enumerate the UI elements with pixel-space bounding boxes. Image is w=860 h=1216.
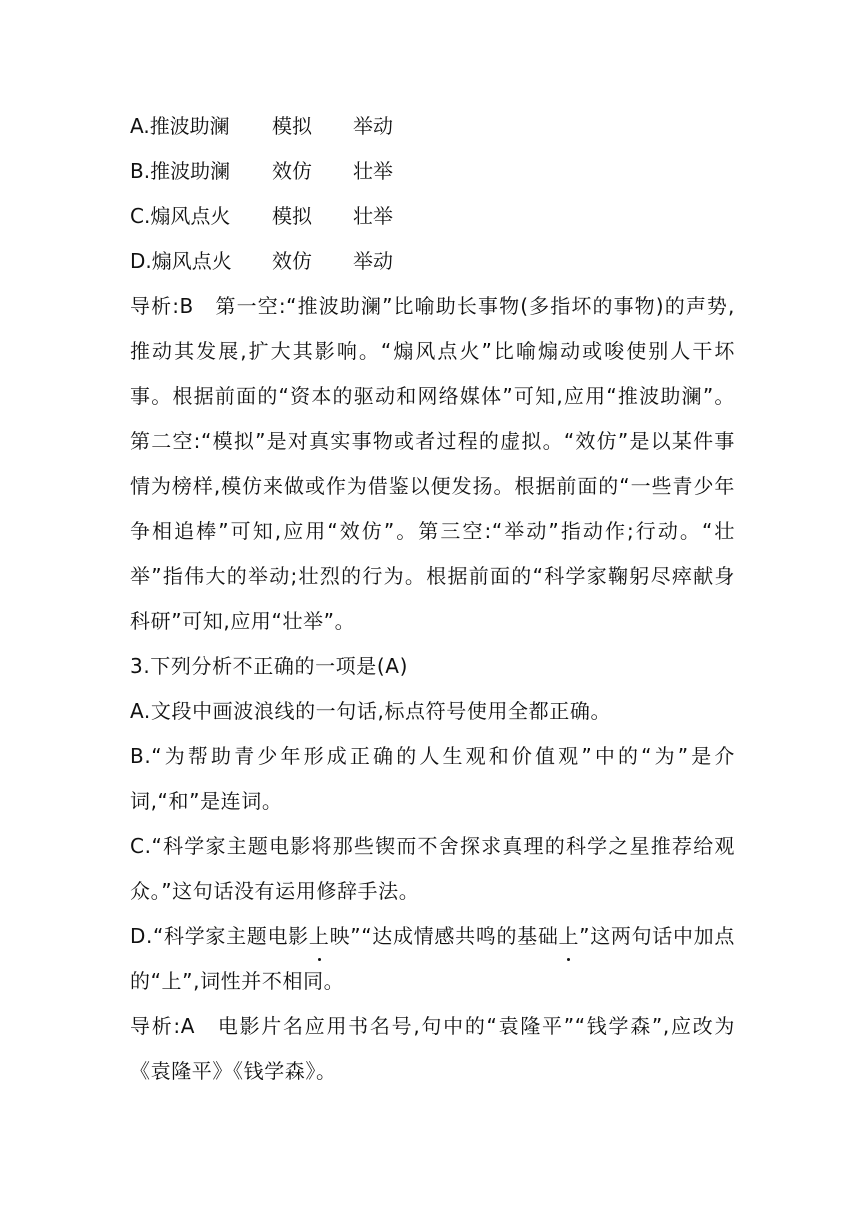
option-c-row: [130, 194, 735, 239]
question-3-option-c: C.“科学家主题电影将那些锲而不舍探求真理的科学之星推荐给观众。”这句话没有运用修辞手法。: [130, 834, 735, 903]
question-3-stem: 3.下列分析不正确的一项是(A): [130, 654, 408, 678]
option-d-word2: 效仿: [272, 249, 312, 273]
option-b-word1: B.推波助澜: [130, 159, 231, 183]
analysis-q2: 导析:B 第一空:“推波助澜”比喻助长事物(多指坏的事物)的声势,推动其发展,扩大其影响。“煽风点火”比喻煽动或唆使别人干坏事。根据前面的“资本的驱动和网络媒体”可知,应用“推波助澜”。第二空:“模拟”是对真实事物或者过程的虚拟。“效仿”是以某件事情为榜样,模仿来做或作为借鉴以便发扬。根据前面的“一些青少年争相追棒”可知,应用“效仿”。第三空:“举动”指动作;行动。“壮举”指伟大的举动;壮烈的行为。根据前面的“科学家鞠躬尽瘁献身科研”可知,应用“壮举”。: [130, 294, 735, 633]
option-b-word2: 效仿: [272, 159, 312, 183]
option-b-word3: 壮举: [353, 159, 393, 183]
option-b-row: [130, 149, 735, 194]
emphasized-char-1: 上: [309, 914, 330, 959]
option-a-word3: 举动: [353, 114, 393, 138]
document-page: [130, 104, 735, 1094]
option-d-row: [130, 239, 735, 284]
analysis-q3: 导析:A 电影片名应用书名号,句中的“袁隆平”“钱学森”,应改为《袁隆平》《钱学森》。: [130, 1014, 735, 1083]
option-a-word1: A.推波助澜: [130, 114, 230, 138]
emphasized-char-2: 上: [559, 914, 580, 959]
question-3-option-a: A.文段中画波浪线的一句话,标点符号使用全都正确。: [130, 699, 612, 723]
option-d-word1: D.煽风点火: [130, 249, 232, 273]
question-3-option-b: B.“为帮助青少年形成正确的人生观和价值观”中的“为”是介词,“和”是连词。: [130, 744, 735, 813]
option-a-word2: 模拟: [272, 114, 312, 138]
option-c-word1: C.煽风点火: [130, 204, 231, 228]
option-a-row: [130, 104, 735, 149]
question-3-option-d: D.“科学家主题电影上映”“达成情感共鸣的基础上”这两句话中加点的“上”,词性并不相同。: [130, 914, 735, 1004]
option-c-word2: 模拟: [272, 204, 312, 228]
option-c-word3: 壮举: [353, 204, 393, 228]
option-d-word3: 举动: [353, 249, 393, 273]
